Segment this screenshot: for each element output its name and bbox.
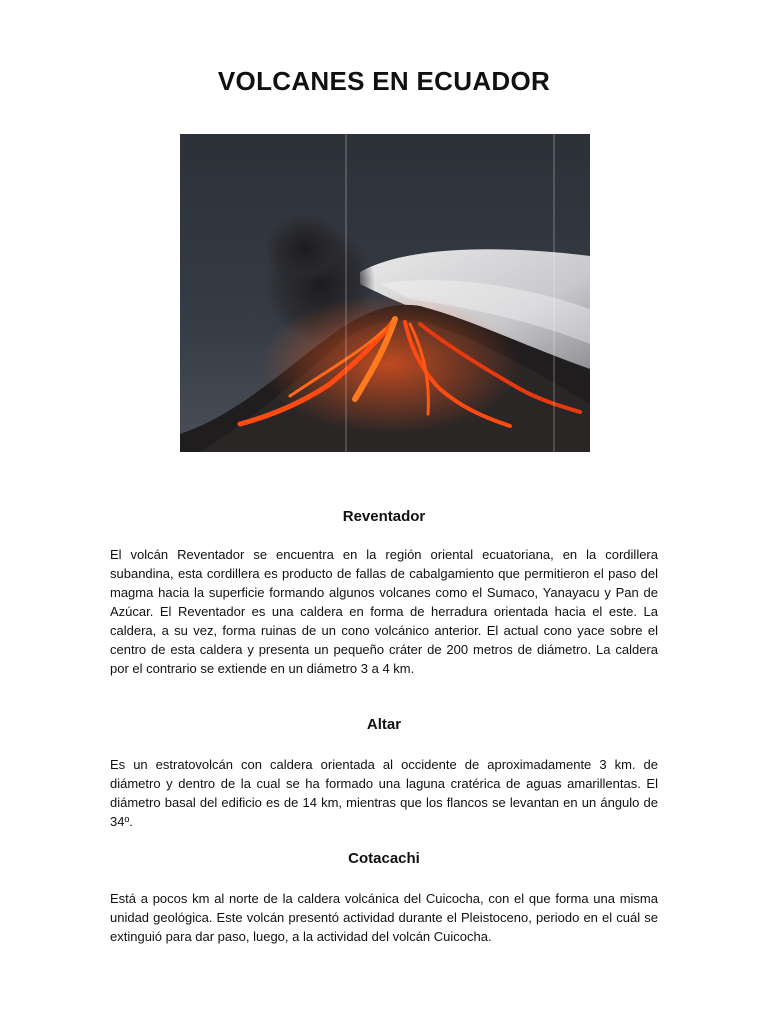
section-body-altar: Es un estratovolcán con caldera orientada al occidente de aproximadamente 3 km. de diámetro y dentro de la cual se ha formado una laguna cratérica de aguas amarillentas. El diámetro basal del edificio es de 14 km, mientras que los flancos se levantan en un ángulo de 34º. [110, 757, 658, 829]
section-heading-reventador: Reventador [342, 508, 426, 525]
section-body-reventador: El volcán Reventador se encuentra en la región oriental ecuatoriana, en la cordillera subandina, esta cordillera es producto de fallas de cabalgamiento que permitieron el paso del magma hacia la superficie formando algunos volcanes como el Sumaco, Yanayacu y Pan de Azúcar. El Reventador es una caldera en forma de herradura orientada hacia el este. La caldera, a su vez, forma ruinas de un cono volcánico anterior. El actual cono yace sobre el centro de esta caldera y presenta un pequeño cráter de 200 metros de diámetro. La caldera por el contrario se extiende en un diámetro 3 a 4 km. [110, 547, 658, 676]
volcano-photo [180, 134, 590, 452]
section-heading-cotacachi: Cotacachi [348, 850, 420, 867]
section-body-cotacachi: Está a pocos km al norte de la caldera volcánica del Cuicocha, con el que forma una misma unidad geológica. Este volcán presentó actividad durante el Pleistoceno, periodo en el cuál se extinguió para dar paso, luego, a la actividad del volcán Cuicocha. [110, 891, 658, 944]
section-heading-altar: Altar [366, 716, 402, 733]
volcano-eruption-image [180, 134, 590, 452]
document-title: VOLCANES EN ECUADOR [217, 66, 551, 96]
